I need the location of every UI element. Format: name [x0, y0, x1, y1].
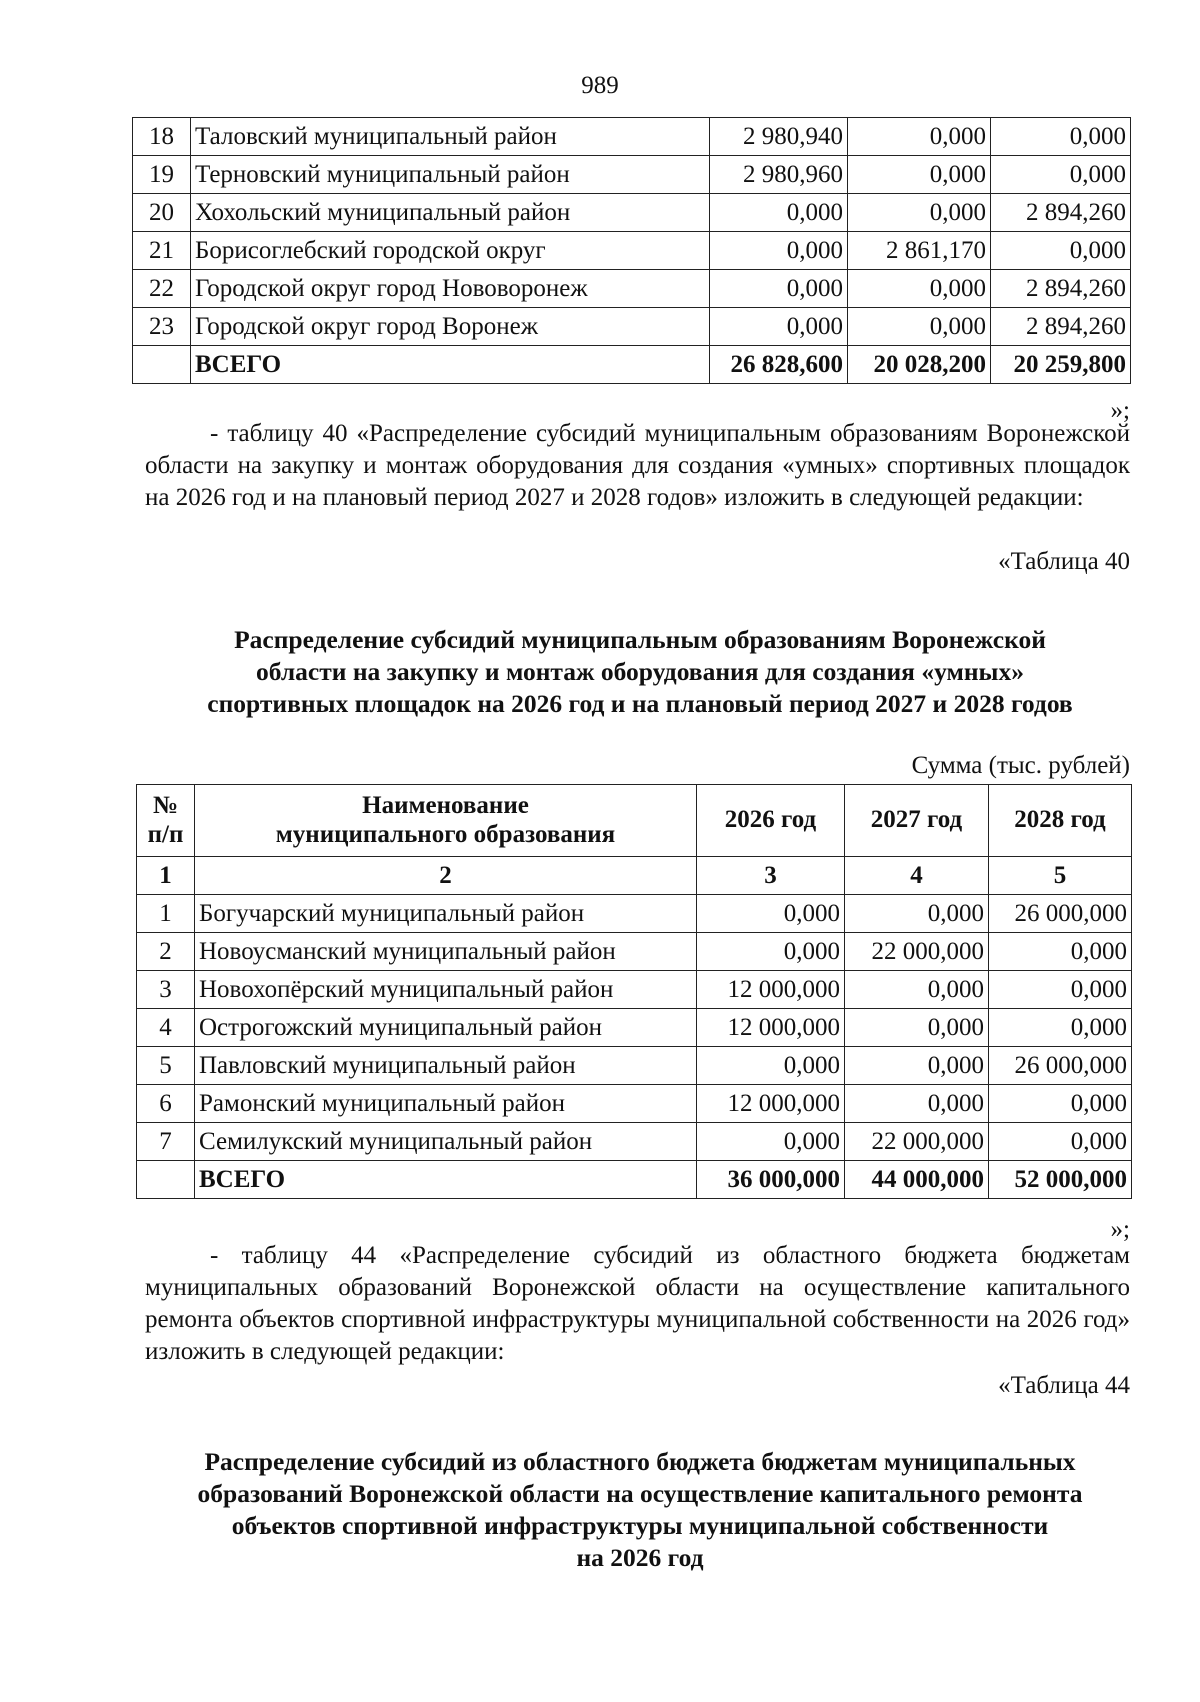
row-number: 21 [133, 232, 191, 270]
column-header-number: № п/п [137, 785, 195, 857]
table-40-label: «Таблица 40 [998, 548, 1130, 575]
column-header-name: Наименование муниципального образования [195, 785, 697, 857]
value-2026: 0,000 [710, 194, 848, 232]
value-2028: 0,000 [989, 933, 1132, 971]
table-row [133, 156, 1131, 194]
municipality-name: Хохольский муниципальный район [191, 194, 710, 232]
heading-line: Распределение субсидий из областного бюджета бюджетам муниципальных [204, 1447, 1076, 1476]
value-2026: 12 000,000 [697, 1009, 845, 1047]
heading-line: образований Воронежской области на осуществление капитального ремонта [197, 1479, 1083, 1508]
value-2026: 12 000,000 [697, 1085, 845, 1123]
units-label: Сумма (тыс. рублей) [911, 752, 1130, 779]
row-number: 20 [133, 194, 191, 232]
column-number: 2 [195, 857, 697, 895]
total-label: ВСЕГО [195, 1161, 697, 1199]
heading-line: спортивных площадок на 2026 год и на плановый период 2027 и 2028 годов [207, 689, 1073, 718]
table-row [133, 118, 1131, 156]
municipality-name: Семилукский муниципальный район [195, 1123, 697, 1161]
value-2026: 0,000 [710, 270, 848, 308]
municipality-name: Городской округ город Нововоронеж [191, 270, 710, 308]
table-row [137, 1123, 1132, 1161]
table-row [133, 194, 1131, 232]
value-2028: 2 894,260 [991, 194, 1131, 232]
value-2027: 0,000 [845, 1047, 989, 1085]
table-40 [136, 784, 1132, 1199]
municipality-name: Новохопёрский муниципальный район [195, 971, 697, 1009]
column-number: 4 [845, 857, 989, 895]
value-2026: 0,000 [697, 895, 845, 933]
table-row [137, 933, 1132, 971]
municipality-name: Острогожский муниципальный район [195, 1009, 697, 1047]
table-44-label: «Таблица 44 [998, 1372, 1130, 1399]
total-2027: 44 000,000 [845, 1161, 989, 1199]
column-number: 5 [989, 857, 1132, 895]
column-number: 1 [137, 857, 195, 895]
table-row [137, 1009, 1132, 1047]
table-row [137, 971, 1132, 1009]
value-2026: 0,000 [697, 1047, 845, 1085]
total-2027: 20 028,200 [848, 346, 991, 384]
total-row [137, 1161, 1132, 1199]
value-2028: 26 000,000 [989, 1047, 1132, 1085]
value-2028: 0,000 [989, 1085, 1132, 1123]
value-2028: 0,000 [991, 232, 1131, 270]
value-2028: 0,000 [989, 1009, 1132, 1047]
row-number: 19 [133, 156, 191, 194]
value-2027: 0,000 [848, 308, 991, 346]
heading-line: объектов спортивной инфраструктуры муниципальной собственности [231, 1511, 1049, 1540]
value-2027: 2 861,170 [848, 232, 991, 270]
closing-quote: »; [1110, 1216, 1130, 1243]
value-2027: 0,000 [845, 1009, 989, 1047]
value-2027: 0,000 [845, 971, 989, 1009]
municipality-name: Терновский муниципальный район [191, 156, 710, 194]
value-2027: 22 000,000 [845, 1123, 989, 1161]
row-number: 7 [137, 1123, 195, 1161]
value-2028: 0,000 [991, 118, 1131, 156]
municipality-name: Рамонский муниципальный район [195, 1085, 697, 1123]
value-2027: 0,000 [848, 194, 991, 232]
table-40-heading [130, 624, 1150, 720]
column-header-2028: 2028 год [989, 785, 1132, 857]
heading-line: Распределение субсидий муниципальным образованиям Воронежской [234, 625, 1046, 654]
amendment-paragraph-40: - таблицу 40 «Распределение субсидий муниципальным образованиям Воронежской области на закупку и монтаж оборудования для создания «умных» спортивных площадок на 2026 год и на плановый период 2027 и 2028 годов» изложить в следующей редакции: [145, 420, 1130, 511]
row-number: 3 [137, 971, 195, 1009]
value-2027: 0,000 [845, 895, 989, 933]
total-2028: 20 259,800 [991, 346, 1131, 384]
row-number-empty [137, 1161, 195, 1199]
value-2027: 0,000 [848, 156, 991, 194]
value-2027: 22 000,000 [845, 933, 989, 971]
heading-line: области на закупку и монтаж оборудования для создания «умных» [256, 657, 1024, 686]
column-numbers-row [137, 857, 1132, 895]
value-2027: 0,000 [848, 270, 991, 308]
amendment-paragraph-44: - таблицу 44 «Распределение субсидий из областного бюджета бюджетам муниципальных образований Воронежской области на осуществление капитального ремонта объектов спортивной инфраструктуры муниципальной собственности на 2026 год» изложить в следующей редакции: [145, 1242, 1130, 1365]
row-number: 2 [137, 933, 195, 971]
value-2028: 2 894,260 [991, 308, 1131, 346]
table-row [137, 1085, 1132, 1123]
value-2026: 0,000 [710, 308, 848, 346]
total-row [133, 346, 1131, 384]
row-number: 5 [137, 1047, 195, 1085]
value-2027: 0,000 [845, 1085, 989, 1123]
value-2028: 26 000,000 [989, 895, 1132, 933]
table-row [133, 232, 1131, 270]
municipality-name: Таловский муниципальный район [191, 118, 710, 156]
value-2027: 0,000 [848, 118, 991, 156]
value-2028: 0,000 [989, 971, 1132, 1009]
table-row [137, 895, 1132, 933]
table-44-heading [130, 1446, 1150, 1574]
row-number: 23 [133, 308, 191, 346]
value-2026: 0,000 [697, 933, 845, 971]
table-row [133, 270, 1131, 308]
value-2026: 12 000,000 [697, 971, 845, 1009]
municipality-name: Павловский муниципальный район [195, 1047, 697, 1085]
header-row [137, 785, 1132, 857]
total-2026: 36 000,000 [697, 1161, 845, 1199]
municipality-name: Богучарский муниципальный район [195, 895, 697, 933]
column-header-2027: 2027 год [845, 785, 989, 857]
total-label: ВСЕГО [191, 346, 710, 384]
row-number: 18 [133, 118, 191, 156]
row-number: 4 [137, 1009, 195, 1047]
row-number: 1 [137, 895, 195, 933]
table-row [137, 1047, 1132, 1085]
row-number: 6 [137, 1085, 195, 1123]
column-number: 3 [697, 857, 845, 895]
table-row [133, 308, 1131, 346]
value-2026: 0,000 [697, 1123, 845, 1161]
column-header-2026: 2026 год [697, 785, 845, 857]
value-2026: 2 980,960 [710, 156, 848, 194]
municipality-name: Новоусманский муниципальный район [195, 933, 697, 971]
value-2028: 0,000 [989, 1123, 1132, 1161]
page-number: 989 [581, 72, 619, 99]
municipality-name: Городской округ город Воронеж [191, 308, 710, 346]
value-2026: 0,000 [710, 232, 848, 270]
municipality-name: Борисоглебский городской округ [191, 232, 710, 270]
heading-line: на 2026 год [576, 1543, 704, 1572]
value-2028: 2 894,260 [991, 270, 1131, 308]
total-2026: 26 828,600 [710, 346, 848, 384]
closing-quote: »; [1110, 397, 1130, 424]
row-number-empty [133, 346, 191, 384]
value-2026: 2 980,940 [710, 118, 848, 156]
value-2028: 0,000 [991, 156, 1131, 194]
previous-table-continuation [132, 117, 1131, 384]
total-2028: 52 000,000 [989, 1161, 1132, 1199]
row-number: 22 [133, 270, 191, 308]
